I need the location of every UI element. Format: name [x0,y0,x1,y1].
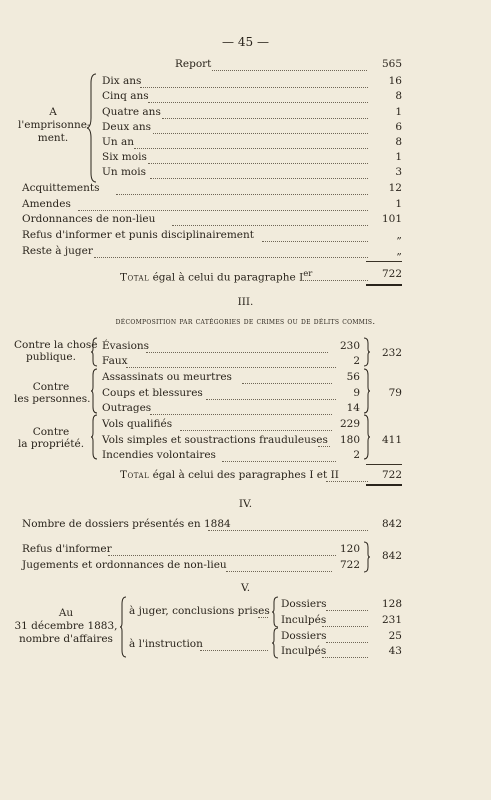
leader-dots [150,166,368,179]
leader-dots [108,543,336,556]
row-label: Vols qualifiés [102,418,173,430]
row-label: Acquittements [22,182,100,194]
leader-dots [242,371,332,384]
leader-dots [126,355,336,368]
group-label: les personnes. [14,393,91,405]
row-value: 101 [381,213,402,225]
row-value: 722 [339,559,360,571]
group-label: 31 décembre 1883, [14,620,118,632]
leader-dots [200,638,268,651]
curly-brace [119,596,127,658]
row-label: Ordonnances de non-lieu [22,213,156,225]
total-label: Total égal à celui des paragraphes I et II [120,469,339,481]
row-value: 25 [388,630,402,642]
curly-brace [90,337,98,367]
total-label: Total égal à celui du paragraphe Ier [120,269,313,284]
subgroup-label: à juger, conclusions prises [129,605,270,617]
group-label: publique. [26,351,76,363]
group-total: 411 [381,434,402,446]
row-value: „ [396,229,402,241]
row-label: Cinq ans [102,90,149,102]
group-label: Contre [32,426,70,438]
leader-dots [146,340,328,353]
row-label: Dossiers [281,598,327,610]
row-label: Un mois [102,166,146,178]
leader-dots [172,213,368,226]
row-label: Amendes [22,198,71,210]
curly-brace [271,596,279,628]
row-value: 231 [381,614,402,626]
row-value: 1 [395,151,402,163]
leader-dots [140,75,368,88]
leader-dots [262,229,368,242]
row-value: 14 [346,402,360,414]
leader-dots [226,559,332,572]
row-label: Inculpés [281,614,327,626]
row-label: Faux [102,355,128,367]
report-value: 565 [381,58,402,70]
row-label: Inculpés [281,645,327,657]
row-label: Dossiers [281,630,327,642]
group-total: 842 [381,550,402,562]
row-label: Jugements et ordonnances de non-lieu [22,559,227,571]
leader-dots [153,121,368,134]
curly-brace [271,627,279,659]
double-rule [366,484,402,486]
row-label: Reste à juger [22,245,93,257]
leader-dots [208,518,368,531]
row-value: 229 [339,418,360,430]
report-label: Report [175,58,212,70]
row-label: Refus d'informer [22,543,112,555]
row-label: Assassinats ou meurtres [102,371,232,383]
leader-dots [258,605,268,618]
group-label: Au [58,607,74,619]
row-label: Refus d'informer et punis disciplinairement [22,229,254,241]
sum-rule [366,261,402,262]
double-rule [366,284,402,286]
row-value: 43 [388,645,402,657]
row-value: 2 [353,449,360,461]
leader-dots [212,58,367,71]
leader-dots [322,645,368,658]
row-value: 56 [346,371,360,383]
group-label: Contre la chose [14,339,98,351]
leader-dots [300,268,368,281]
leader-dots [326,469,368,482]
row-value: 9 [353,387,360,399]
curly-brace [90,414,98,460]
group-label: Contre [32,381,70,393]
row-value: „ [396,245,402,257]
row-label: Dix ans [102,75,142,87]
leader-dots [134,136,368,149]
row-value: 1 [395,106,402,118]
leader-dots [148,90,368,103]
group-label: nombre d'affaires [19,633,113,645]
row-label: Six mois [102,151,147,163]
row-value: 180 [339,434,360,446]
section-numeral: IV. [238,498,253,510]
leader-dots [322,614,368,627]
row-label: Quatre ans [102,106,161,118]
curly-brace [90,368,98,414]
total-value: 722 [381,268,402,280]
total-value: 722 [381,469,402,481]
row-value: 842 [381,518,402,530]
row-label: Vols simples et soustractions frauduleuses [102,434,328,446]
row-label: Outrages [102,402,152,414]
row-label: Nombre de dossiers présentés en 1884 [22,518,231,530]
row-value: 6 [395,121,402,133]
group-total: 232 [381,347,402,359]
group-label: la propriété. [17,438,85,450]
section-numeral: III. [237,296,254,308]
row-value: 16 [388,75,402,87]
leader-dots [78,198,368,211]
group-label: l'emprisonne- [18,119,91,131]
section-numeral: V. [240,582,251,594]
row-label: Incendies volontaires [102,449,216,461]
group-label: A [49,106,57,118]
row-label: Deux ans [102,121,152,133]
leader-dots [150,402,332,415]
group-label: ment. [37,132,69,144]
row-value: 2 [353,355,360,367]
row-value: 1 [395,198,402,210]
leader-dots [326,598,368,611]
leader-dots [222,449,336,462]
leader-dots [148,151,368,164]
row-value: 12 [388,182,402,194]
group-total: 79 [388,387,402,399]
leader-dots [326,630,368,643]
leader-dots [116,182,368,195]
row-value: 8 [395,136,402,148]
curly-brace [86,73,100,183]
row-label: Coups et blessures [102,387,203,399]
row-value: 128 [381,598,402,610]
leader-dots [206,387,336,400]
row-value: 3 [395,166,402,178]
row-label: Un an [102,136,134,148]
row-value: 8 [395,90,402,102]
subgroup-label: à l'instruction [129,638,203,650]
leader-dots [162,106,368,119]
row-value: 120 [339,543,360,555]
page-number: — 45 — [222,35,269,49]
leader-dots [94,245,368,258]
row-label: Évasions [102,340,150,352]
row-value: 230 [339,340,360,352]
leader-dots [180,418,332,431]
sum-rule [366,464,402,465]
section-heading: décomposition par catégories de crimes ou de délits commis. [115,317,376,327]
